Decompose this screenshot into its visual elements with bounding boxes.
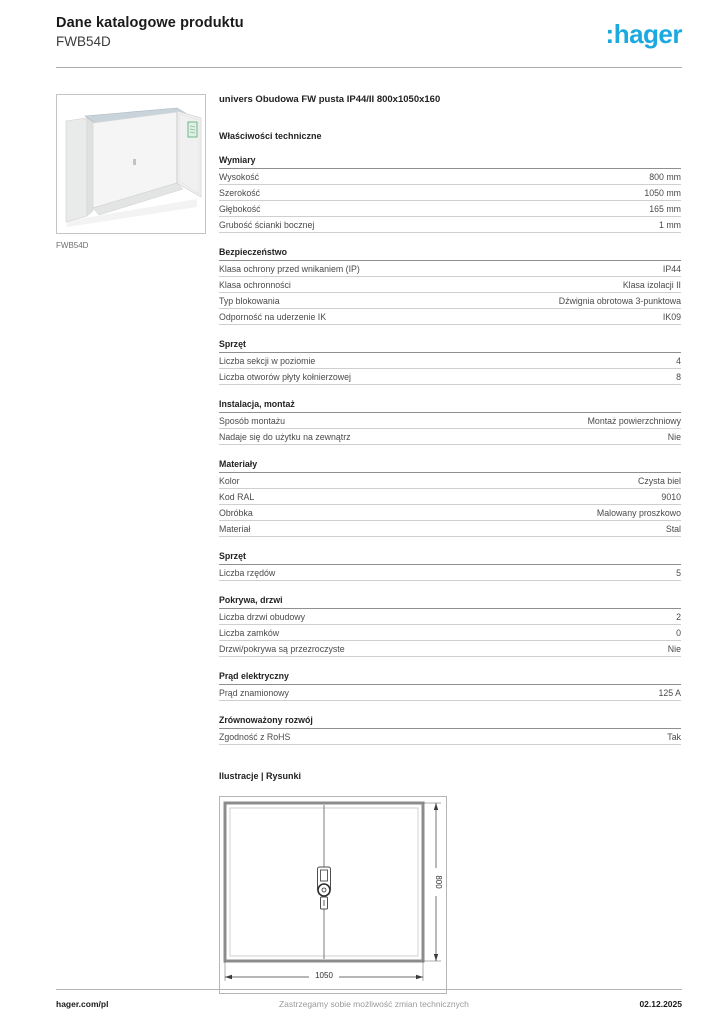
row-value: 1050 mm xyxy=(644,188,681,198)
table-row xyxy=(219,521,681,537)
table-row xyxy=(219,261,681,277)
row-label: Liczba zamków xyxy=(219,628,280,638)
row-label: Materiał xyxy=(219,524,251,534)
table-row xyxy=(219,641,681,657)
technical-drawing xyxy=(219,796,447,994)
row-label: Głębokość xyxy=(219,204,261,214)
row-label: Zgodność z RoHS xyxy=(219,732,291,742)
row-label: Wysokość xyxy=(219,172,260,182)
drawing-width-dimension xyxy=(225,961,423,981)
section-title: Prąd elektryczny xyxy=(219,671,681,685)
table-row xyxy=(219,309,681,325)
row-value: Malowany proszkowo xyxy=(596,508,681,518)
illustrations-heading: Ilustracje | Rysunki xyxy=(219,771,302,781)
table-row xyxy=(219,625,681,641)
table-row xyxy=(219,185,681,201)
hager-logo: :hager xyxy=(605,19,682,49)
drawing-height-label: 800 xyxy=(434,875,443,889)
row-value: 125 A xyxy=(658,688,681,698)
row-label: Drzwi/pokrywa są przezroczyste xyxy=(219,644,345,654)
row-value: IP44 xyxy=(662,264,681,274)
row-value: Czysta biel xyxy=(637,476,681,486)
technical-properties-heading: Właściwości techniczne xyxy=(219,131,322,141)
page-title: Dane katalogowe produktu xyxy=(56,15,244,31)
row-value: Stal xyxy=(665,524,681,534)
section-wymiary xyxy=(219,155,681,233)
table-row xyxy=(219,413,681,429)
product-photo xyxy=(56,94,206,234)
row-value: Dźwignia obrotowa 3-punktowa xyxy=(558,296,681,306)
table-row xyxy=(219,429,681,445)
footer-website-link[interactable]: hager.com/pl xyxy=(56,999,109,1009)
row-value: 800 mm xyxy=(649,172,681,182)
section-instalacja xyxy=(219,399,681,445)
product-data-column xyxy=(219,94,681,994)
row-label: Klasa ochrony przed wnikaniem (IP) xyxy=(219,264,360,274)
table-row xyxy=(219,685,681,701)
section-bezpieczenstwo xyxy=(219,247,681,325)
table-row xyxy=(219,369,681,385)
table-row xyxy=(219,505,681,521)
section-title: Instalacja, montaż xyxy=(219,399,681,413)
section-title: Materiały xyxy=(219,459,681,473)
row-value: 8 xyxy=(676,372,681,382)
row-value: 2 xyxy=(676,612,681,622)
section-zrownowazony-rozwoj xyxy=(219,715,681,745)
row-value: 5 xyxy=(676,568,681,578)
row-label: Prąd znamionowy xyxy=(219,688,289,698)
table-row xyxy=(219,217,681,233)
footer xyxy=(56,989,682,1009)
table-row xyxy=(219,201,681,217)
table-row xyxy=(219,169,681,185)
product-code: FWB54D xyxy=(56,34,111,49)
section-sprzet-2 xyxy=(219,551,681,581)
row-label: Liczba drzwi obudowy xyxy=(219,612,306,622)
table-row xyxy=(219,729,681,745)
drawing-width-label: 1050 xyxy=(315,971,333,980)
row-label: Typ blokowania xyxy=(219,296,280,306)
section-title: Wymiary xyxy=(219,155,681,169)
row-label: Nadaje się do użytku na zewnątrz xyxy=(219,432,351,442)
row-label: Liczba sekcji w poziomie xyxy=(219,356,316,366)
table-row xyxy=(219,489,681,505)
row-label: Klasa ochronności xyxy=(219,280,291,290)
row-value: 0 xyxy=(676,628,681,638)
section-title: Pokrywa, drzwi xyxy=(219,595,681,609)
row-value: Nie xyxy=(667,432,681,442)
row-value: 165 mm xyxy=(649,204,681,214)
row-value: Klasa izolacji II xyxy=(622,280,681,290)
row-value: 9010 xyxy=(661,492,681,502)
section-materialy xyxy=(219,459,681,537)
table-row xyxy=(219,565,681,581)
row-value: IK09 xyxy=(662,312,681,322)
header-divider xyxy=(56,67,682,68)
product-photo-column xyxy=(56,94,206,994)
footer-disclaimer: Zastrzegamy sobie możliwość zmian technicznych xyxy=(278,999,469,1009)
row-label: Odporność na uderzenie IK xyxy=(219,312,327,322)
enclosure-dimension-drawing xyxy=(220,797,446,993)
row-label: Obróbka xyxy=(219,508,253,518)
section-title: Zrównoważony rozwój xyxy=(219,715,681,729)
section-pokrywa-drzwi xyxy=(219,595,681,657)
table-row xyxy=(219,293,681,309)
enclosure-photo-illustration xyxy=(57,95,205,233)
table-row xyxy=(219,473,681,489)
row-label: Liczba rzędów xyxy=(219,568,276,578)
main-content xyxy=(56,94,681,994)
header xyxy=(56,15,682,49)
row-label: Liczba otworów płyty kołnierzowej xyxy=(219,372,352,382)
row-label: Szerokość xyxy=(219,188,261,198)
table-row xyxy=(219,353,681,369)
row-label: Kolor xyxy=(219,476,240,486)
row-value: Tak xyxy=(667,732,681,742)
section-sprzet-1 xyxy=(219,339,681,385)
section-prad-elektryczny xyxy=(219,671,681,701)
section-title: Sprzęt xyxy=(219,551,681,565)
table-row xyxy=(219,277,681,293)
row-value: 1 mm xyxy=(659,220,681,230)
header-titles xyxy=(56,15,244,49)
row-label: Grubość ścianki bocznej xyxy=(219,220,315,230)
row-value: Nie xyxy=(667,644,681,654)
drawing-height-dimension xyxy=(423,803,443,961)
section-title: Sprzęt xyxy=(219,339,681,353)
row-label: Kod RAL xyxy=(219,492,255,502)
product-photo-caption: FWB54D xyxy=(56,241,89,250)
row-value: Montaż powierzchniowy xyxy=(587,416,681,426)
table-row xyxy=(219,609,681,625)
section-title: Bezpieczeństwo xyxy=(219,247,681,261)
product-title: univers Obudowa FW pusta IP44/II 800x1050x160 xyxy=(219,94,441,105)
row-label: Sposób montażu xyxy=(219,416,286,426)
row-value: 4 xyxy=(676,356,681,366)
footer-date: 02.12.2025 xyxy=(639,999,682,1009)
